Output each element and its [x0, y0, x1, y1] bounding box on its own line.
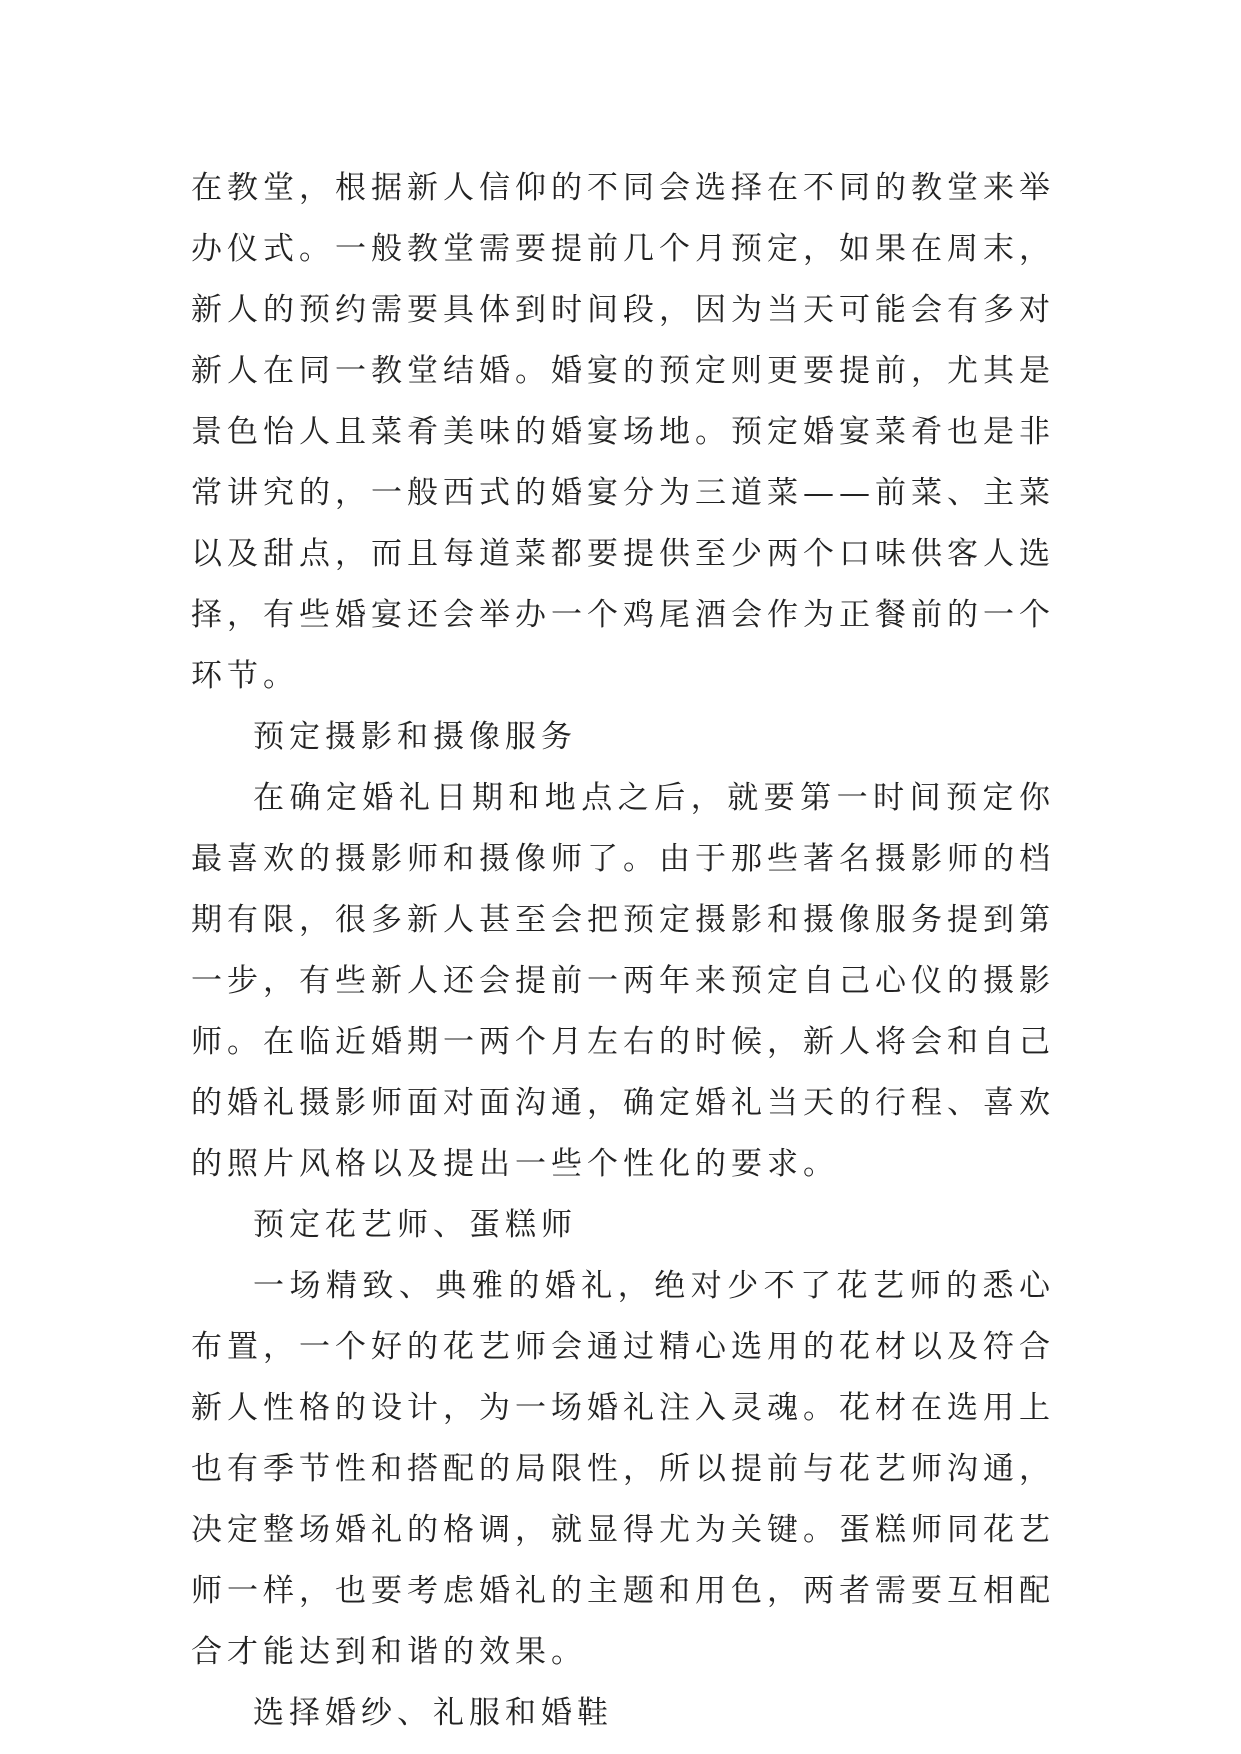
section-heading: 预定摄影和摄像服务: [253, 719, 577, 755]
document-body: [191, 158, 1055, 1744]
section-heading: 预定花艺师、蛋糕师: [253, 1207, 577, 1243]
body-paragraph: 一场精致、典雅的婚礼，绝对少不了花艺师的悉心布置，一个好的花艺师会通过精心选用的花材以及符合新人性格的设计，为一场婚礼注入灵魂。花材在选用上也有季节性和搭配的局限性，所以提前与花艺师沟通，决定整场婚礼的格调，就显得尤为关键。蛋糕师同花艺师一样，也要考虑婚礼的主题和用色，两者需要互相配合才能达到和谐的效果。: [191, 1268, 1055, 1670]
body-paragraph: 在教堂，根据新人信仰的不同会选择在不同的教堂来举办仪式。一般教堂需要提前几个月预定，如果在周末，新人的预约需要具体到时间段，因为当天可能会有多对新人在同一教堂结婚。婚宴的预定则更要提前，尤其是景色怡人且菜肴美味的婚宴场地。预定婚宴菜肴也是非常讲究的，一般西式的婚宴分为三道菜——前菜、主菜以及甜点，而且每道菜都要提供至少两个口味供客人选择，有些婚宴还会举办一个鸡尾酒会作为正餐前的一个环节。: [191, 170, 1055, 694]
section-heading: 选择婚纱、礼服和婚鞋: [253, 1695, 613, 1731]
body-paragraph: 在确定婚礼日期和地点之后，就要第一时间预定你最喜欢的摄影师和摄像师了。由于那些著名摄影师的档期有限，很多新人甚至会把预定摄影和摄像服务提到第一步，有些新人还会提前一两年来预定自己心仪的摄影师。在临近婚期一两个月左右的时候，新人将会和自己的婚礼摄影师面对面沟通，确定婚礼当天的行程、喜欢的照片风格以及提出一些个性化的要求。: [191, 780, 1055, 1182]
